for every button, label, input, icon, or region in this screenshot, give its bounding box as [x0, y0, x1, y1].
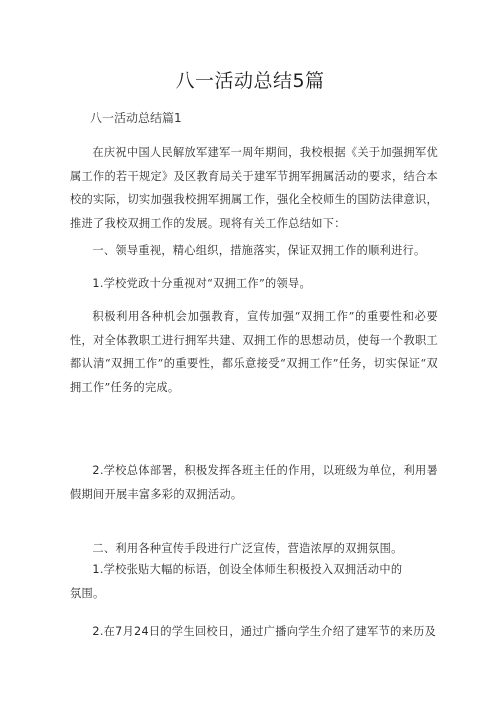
item2-number: 2	[92, 464, 100, 477]
s2-item2-text-a: .在	[99, 625, 116, 638]
s2-item1-continuation: 氛围。	[70, 587, 105, 600]
s2-item1-heading	[70, 558, 442, 582]
item1-number: 1	[92, 277, 100, 290]
item1-heading	[70, 272, 442, 296]
s2-item2-number: 2	[92, 625, 100, 638]
s2-item1-text: .学校张贴大幅的标语，创设全体师生积极投入双拥活动中的	[99, 563, 403, 576]
document-title: 八一活动总结5篇	[175, 70, 325, 92]
section1-heading: 一、领导重视，精心组织，措施落实，保证双拥工作的顺利进行。	[92, 244, 426, 257]
s2-item2-heading	[70, 620, 442, 644]
document-subtitle: 八一活动总结篇1	[90, 111, 182, 125]
section2-heading: 二、利用各种宣传手段进行广泛宣传，营造浓厚的双拥氛围。	[92, 542, 403, 555]
s2-item2-date: 7月24	[115, 625, 149, 638]
intro-paragraph: 在庆祝中国人民解放军建军一周年期间，我校根据《关于加强拥军优属工作的若干规定》及区教育局关于建军节拥军拥属活动的要求，结合本校的实际，切实加强我校拥军拥属工作，强化全校师生的国防法律意识，推进了我校双拥工作的发展。现将有关工作总结如下：	[70, 146, 438, 230]
s2-item2-text-b: 日的学生回校日，通过广播向学生介绍了建军节的来历及	[148, 625, 437, 638]
item1-paragraph: 积极利用各种机会加强教育，宣传加强“双拥工作”的重要性和必要性，对全体教职工进行拥军共建、双拥工作的思想动员，使每一个教职工都认清“双拥工作”的重要性，都乐意接受“双拥工作”任务，切实保证“双拥工作”任务的完成。	[70, 310, 438, 394]
item2-text: .学校总体部署，积极发挥各班主任的作用，以班级为单位，利用暑假期间开展丰富多彩的双拥活动。	[70, 464, 438, 501]
item1-text: .学校党政十分重视对“双拥工作”的领导。	[99, 277, 311, 290]
item2-paragraph	[70, 459, 438, 506]
s2-item1-number: 1	[92, 563, 100, 576]
